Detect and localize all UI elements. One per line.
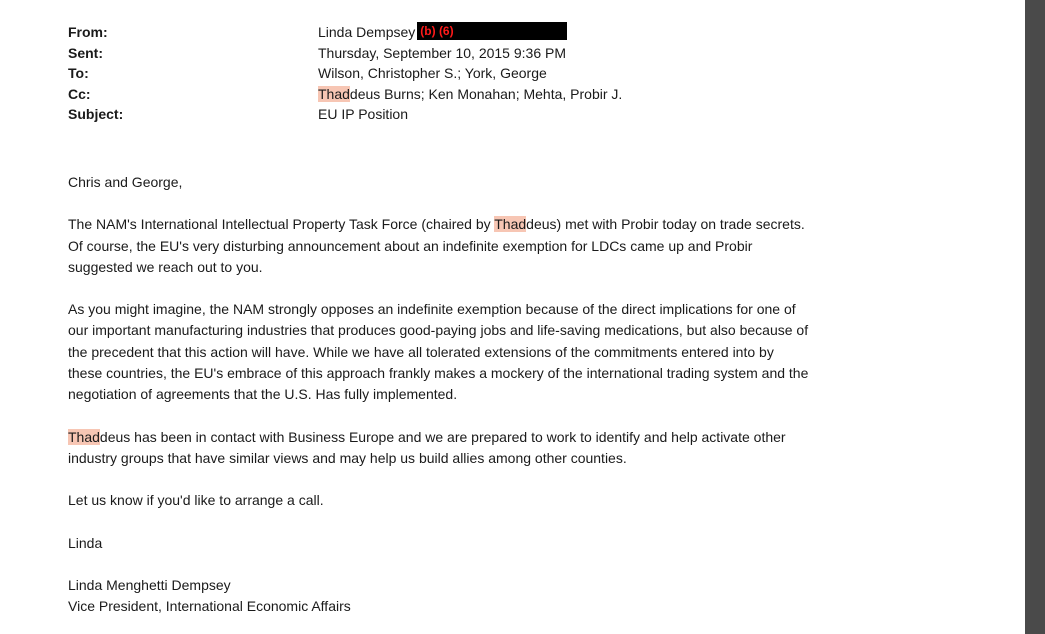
paragraph-line: As you might imagine, the NAM strongly opposes an indefinite exemption because of the direct implications for one of xyxy=(68,301,796,318)
viewer-gutter xyxy=(1010,0,1025,634)
subject-label: Subject: xyxy=(68,106,124,122)
signature-name: Linda Menghetti Dempsey xyxy=(68,576,231,593)
paragraph-line: the precedent that this action will have. While we have all tolerated extensions of the commitments entered into by xyxy=(68,343,774,360)
from-label: From: xyxy=(68,24,108,40)
paragraph-line: Of course, the EU's very disturbing announcement about an indefinite exemption for LDCs came up and Probir xyxy=(68,237,753,254)
paragraph-3 xyxy=(68,427,948,470)
paragraph-line: negotiation of agreements that the U.S. Has fully implemented. xyxy=(68,386,458,403)
signature-block xyxy=(68,575,948,618)
greeting: Chris and George, xyxy=(68,174,183,190)
paragraph-line xyxy=(68,214,948,235)
scrollbar[interactable] xyxy=(1025,0,1045,634)
from-value xyxy=(318,22,567,42)
paragraph-line: industry groups that have similar views and may help us build allies among other counties. xyxy=(68,449,627,466)
search-highlight: Thad xyxy=(68,428,100,445)
paragraph-line: our important manufacturing industries that produces good-paying jobs and life-saving medications, but also because of xyxy=(68,322,809,339)
cc-value xyxy=(318,84,622,104)
paragraph-1 xyxy=(68,214,948,278)
paragraph-2 xyxy=(68,299,948,405)
text-segment: deus has been in contact with Business Europe and we are prepared to work to identify and help activate other xyxy=(99,428,786,445)
email-body xyxy=(68,172,948,617)
signoff: Linda xyxy=(68,534,103,551)
redaction-box: (b) (6) xyxy=(417,22,566,40)
cc-rest: deus Burns; Ken Monahan; Mehta, Probir J. xyxy=(349,85,623,102)
search-highlight: Thad xyxy=(494,216,527,233)
text-segment: deus) met with Probir today on trade secrets. xyxy=(526,216,805,233)
subject-value: EU IP Position xyxy=(318,106,409,122)
search-highlight: Thad xyxy=(318,85,350,102)
to-label: To: xyxy=(68,65,89,81)
sent-label: Sent: xyxy=(68,44,103,61)
paragraph-line: these countries, the EU's embrace of this approach frankly makes a mockery of the international trading system and the xyxy=(68,365,809,382)
signature-title: Vice President, International Economic Affairs xyxy=(68,598,351,615)
paragraph-line xyxy=(68,427,948,448)
to-value: Wilson, Christopher S.; York, George xyxy=(318,65,547,81)
paragraph-4: Let us know if you'd like to arrange a call. xyxy=(68,492,324,509)
from-name: Linda Dempsey xyxy=(318,24,416,40)
cc-label: Cc: xyxy=(68,85,91,102)
text-segment: The NAM's International Intellectual Property Task Force (chaired by xyxy=(68,216,495,233)
sent-value: Thursday, September 10, 2015 9:36 PM xyxy=(318,44,566,61)
paragraph-line: suggested we reach out to you. xyxy=(68,258,263,275)
